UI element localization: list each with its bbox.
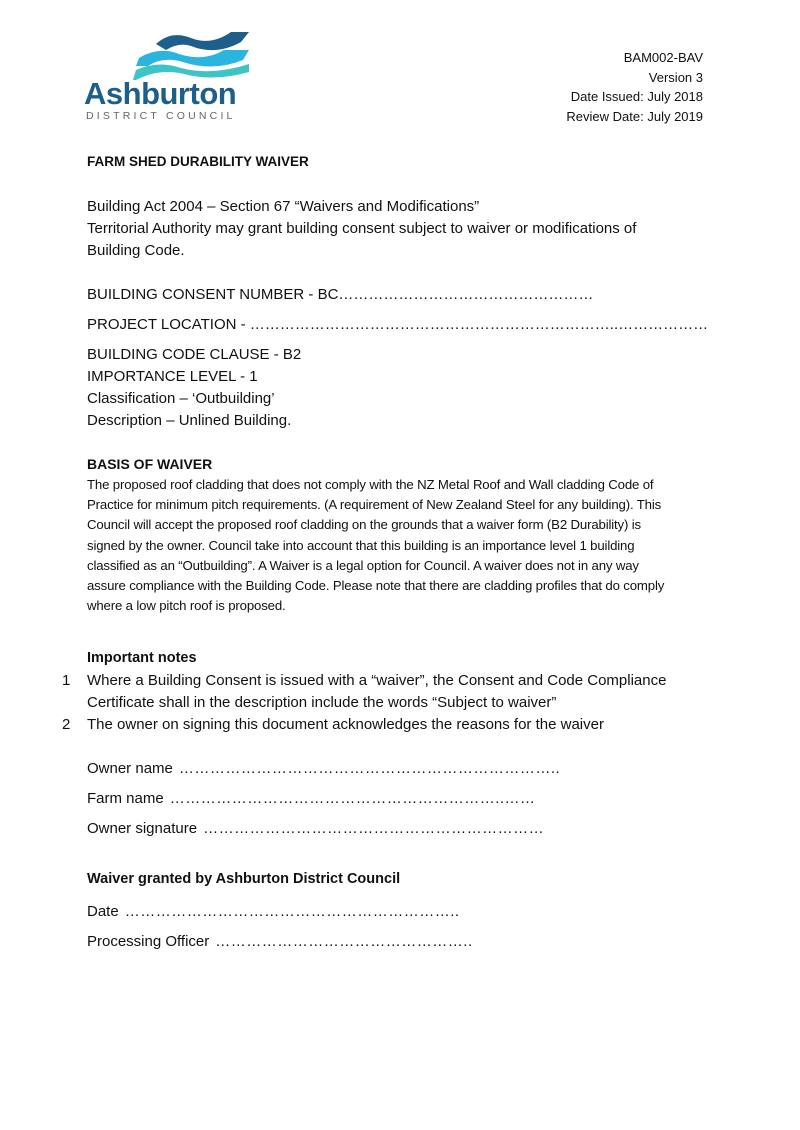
waves-logo-icon: [84, 30, 254, 80]
field-label: Owner name: [87, 760, 173, 777]
field-blank: ………………………………………………………..……: [169, 790, 536, 807]
field-label: Date: [87, 903, 119, 920]
building-details: [87, 344, 301, 432]
paragraph-line: classified as an “Outbuilding”. A Waiver is a legal option for Council. A waiver does not in any way: [87, 557, 639, 573]
document-version: Version 3: [648, 69, 703, 85]
field-label: Processing Officer: [87, 933, 210, 950]
classification: Classification – ‘Outbuilding’: [87, 390, 275, 407]
granted-heading: Waiver granted by Ashburton District Council: [87, 871, 401, 887]
note-item: [87, 714, 604, 736]
note-line: Where a Building Consent is issued with a “waiver”, the Consent and Code Compliance: [87, 672, 667, 689]
project-location-field[interactable]: [87, 314, 708, 336]
owner-name-field[interactable]: [87, 758, 560, 780]
review-date: Review Date: July 2019: [566, 108, 703, 124]
paragraph-line: where a low pitch roof is proposed.: [87, 598, 286, 614]
note-number: 1: [62, 672, 71, 689]
note-line: Certificate shall in the description include the words “Subject to waiver”: [87, 694, 557, 711]
date-field[interactable]: [87, 901, 460, 923]
field-blank: ………………………………………………………………..: [178, 760, 561, 777]
field-label: Farm name: [87, 790, 164, 807]
field-label: Owner signature: [87, 820, 198, 837]
processing-officer-field[interactable]: [87, 931, 473, 953]
paragraph-line: The proposed roof cladding that does not comply with the NZ Metal Roof and Wall cladding Code of: [87, 477, 654, 492]
notes-heading: Important notes: [87, 650, 197, 666]
logo-subtitle: DISTRICT COUNCIL: [86, 110, 236, 122]
code-clause: BUILDING CODE CLAUSE - B2: [87, 346, 302, 363]
logo-name: Ashburton: [84, 76, 237, 111]
basis-paragraph: [87, 475, 727, 616]
intro: [87, 196, 636, 262]
field-blank: …………………………………………..: [215, 933, 473, 950]
paragraph-line: signed by the owner. Council take into account that this building is an importance level 1 building: [87, 537, 635, 553]
basis-heading: BASIS OF WAIVER: [87, 456, 213, 472]
field-blank: ………………………………………………………..: [124, 903, 460, 920]
field-blank: ………………………………………………………………..………………: [249, 316, 709, 333]
date-issued: Date Issued: July 2018: [570, 89, 703, 104]
consent-number-field[interactable]: [87, 284, 593, 306]
note-item: [87, 670, 666, 714]
owner-signature-field[interactable]: [87, 818, 544, 840]
field-blank: …………………………………………………………: [203, 820, 545, 837]
council-logo: [84, 30, 254, 125]
farm-name-field[interactable]: [87, 788, 536, 810]
paragraph-line: assure compliance with the Building Code. Please note that there are cladding profiles that do comply: [87, 578, 665, 594]
document-code: BAM002-BAV: [623, 50, 703, 65]
importance-level: IMPORTANCE LEVEL - 1: [87, 368, 258, 385]
document-meta: [566, 48, 703, 126]
field-label: BUILDING CONSENT NUMBER - BC: [87, 286, 339, 303]
intro-line: Territorial Authority may grant building consent subject to waiver or modifications of: [87, 220, 637, 237]
description: Description – Unlined Building.: [87, 412, 292, 429]
note-number: 2: [62, 716, 71, 733]
intro-line: Building Code.: [87, 242, 185, 259]
note-line: The owner on signing this document acknowledges the reasons for the waiver: [87, 716, 604, 733]
intro-line: Building Act 2004 – Section 67 “Waivers and Modifications”: [87, 198, 480, 215]
field-blank: ……………………………………………: [338, 286, 594, 303]
paragraph-line: Practice for minimum pitch requirements. (A requirement of New Zealand Steel for any building). This: [87, 497, 662, 513]
field-label: PROJECT LOCATION -: [87, 316, 250, 333]
document-title: FARM SHED DURABILITY WAIVER: [87, 154, 309, 169]
paragraph-line: Council will accept the proposed roof cladding on the grounds that a waiver form (B2 Durability) is: [87, 517, 641, 533]
